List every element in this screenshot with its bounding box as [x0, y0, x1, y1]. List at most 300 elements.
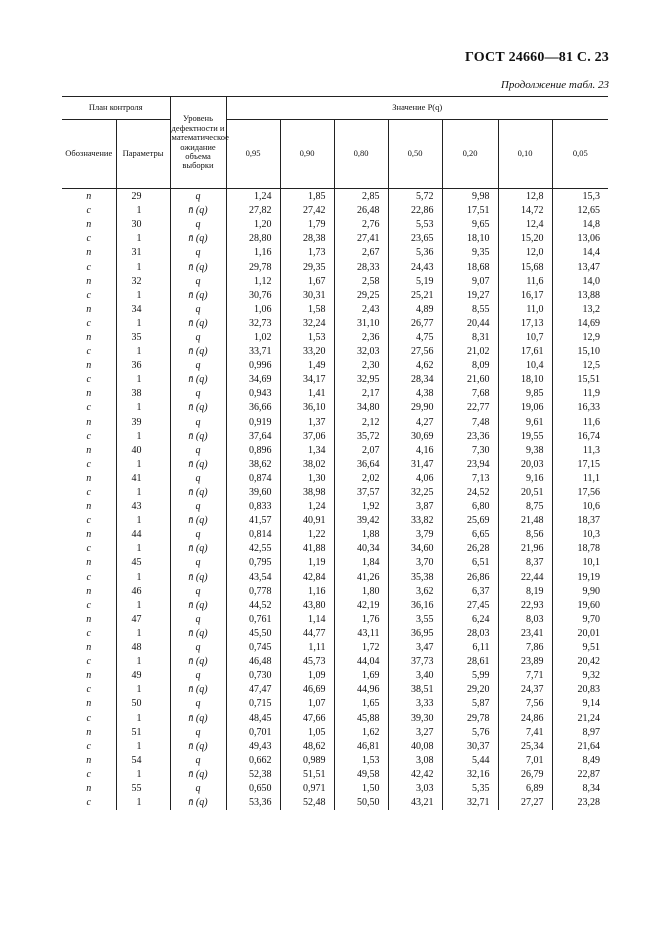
value-cell: 18,78 — [552, 542, 608, 556]
value-cell: 3,27 — [388, 726, 442, 740]
level-cell: n̄ (q) — [170, 486, 226, 500]
params-header: Параметры — [116, 120, 170, 189]
value-cell: 1,88 — [334, 528, 388, 542]
value-cell: 35,38 — [388, 571, 442, 585]
table-row — [62, 246, 608, 260]
value-cell: 22,77 — [442, 401, 498, 415]
designation-cell: n — [86, 388, 92, 400]
value-cell: 7,48 — [442, 416, 498, 430]
param-cell: 1 — [116, 373, 170, 387]
value-cell: 21,02 — [442, 345, 498, 359]
designation-cell: n — [86, 670, 92, 682]
value-cell: 9,14 — [552, 697, 608, 711]
value-cell: 8,31 — [442, 331, 498, 345]
value-cell: 24,37 — [498, 683, 552, 697]
value-cell: 0,874 — [226, 472, 280, 486]
value-cell: 12,9 — [552, 331, 608, 345]
value-cell: 9,32 — [552, 669, 608, 683]
value-cell: 3,08 — [388, 754, 442, 768]
value-cell: 12,5 — [552, 359, 608, 373]
value-cell: 6,80 — [442, 500, 498, 514]
table-row — [62, 373, 608, 387]
value-header: Значение P(q) — [226, 97, 608, 120]
level-cell: q — [170, 585, 226, 599]
value-cell: 12,8 — [498, 189, 552, 205]
value-cell: 32,03 — [334, 345, 388, 359]
value-cell: 44,52 — [226, 599, 280, 613]
value-cell: 5,76 — [442, 726, 498, 740]
value-cell: 17,15 — [552, 458, 608, 472]
value-cell: 5,72 — [388, 189, 442, 205]
value-cell: 39,60 — [226, 486, 280, 500]
value-cell: 26,77 — [388, 317, 442, 331]
designation-cell: c — [86, 374, 91, 386]
table-row — [62, 571, 608, 585]
value-cell: 2,43 — [334, 303, 388, 317]
value-cell: 10,7 — [498, 331, 552, 345]
value-cell: 1,84 — [334, 556, 388, 570]
value-cell: 9,51 — [552, 641, 608, 655]
table-row — [62, 796, 608, 810]
value-cell: 51,51 — [280, 768, 334, 782]
value-cell: 19,06 — [498, 401, 552, 415]
table-row — [62, 599, 608, 613]
value-cell: 27,27 — [498, 796, 552, 810]
value-cell: 25,34 — [498, 740, 552, 754]
value-cell: 41,26 — [334, 571, 388, 585]
value-cell: 8,37 — [498, 556, 552, 570]
level-cell: q — [170, 641, 226, 655]
value-cell: 7,41 — [498, 726, 552, 740]
value-cell: 20,51 — [498, 486, 552, 500]
designation-cell: n — [86, 642, 92, 654]
value-cell: 9,35 — [442, 246, 498, 260]
designation-cell: c — [86, 402, 91, 414]
value-cell: 0,650 — [226, 782, 280, 796]
plan-header: План контроля — [62, 97, 170, 120]
table-row — [62, 683, 608, 697]
value-cell: 10,1 — [552, 556, 608, 570]
designation-cell: n — [86, 472, 92, 484]
value-cell: 3,03 — [388, 782, 442, 796]
value-cell: 9,90 — [552, 585, 608, 599]
value-cell: 1,06 — [226, 303, 280, 317]
table-row — [62, 697, 608, 711]
value-cell: 11,6 — [552, 416, 608, 430]
table-row — [62, 416, 608, 430]
value-cell: 11,0 — [498, 303, 552, 317]
value-cell: 37,73 — [388, 655, 442, 669]
level-cell: q — [170, 359, 226, 373]
param-cell: 1 — [116, 627, 170, 641]
table-row — [62, 204, 608, 218]
designation-cell: c — [86, 684, 91, 696]
level-cell: n̄ (q) — [170, 711, 226, 725]
value-cell: 8,55 — [442, 303, 498, 317]
param-cell: 50 — [116, 697, 170, 711]
value-cell: 46,48 — [226, 655, 280, 669]
designation-cell: c — [86, 740, 91, 752]
param-cell: 55 — [116, 782, 170, 796]
value-cell: 22,87 — [552, 768, 608, 782]
value-cell: 5,19 — [388, 275, 442, 289]
value-cell: 3,79 — [388, 528, 442, 542]
value-cell: 29,25 — [334, 289, 388, 303]
value-cell: 40,34 — [334, 542, 388, 556]
designation-cell: c — [86, 317, 91, 329]
level-cell: q — [170, 387, 226, 401]
table-row — [62, 627, 608, 641]
value-cell: 30,76 — [226, 289, 280, 303]
table-row — [62, 331, 608, 345]
value-cell: 1,07 — [280, 697, 334, 711]
param-cell: 40 — [116, 444, 170, 458]
param-cell: 31 — [116, 246, 170, 260]
designation-cell: c — [86, 768, 91, 780]
designation-cell: n — [86, 613, 92, 625]
level-cell: q — [170, 246, 226, 260]
table-row — [62, 726, 608, 740]
value-cell: 28,61 — [442, 655, 498, 669]
value-cell: 1,09 — [280, 669, 334, 683]
level-cell: q — [170, 416, 226, 430]
value-cell: 22,44 — [498, 571, 552, 585]
page-header: ГОСТ 24660—81 С. 23 — [465, 50, 609, 65]
param-cell: 1 — [116, 740, 170, 754]
level-cell: q — [170, 218, 226, 232]
prob-col-header: 0,50 — [388, 120, 442, 189]
value-cell: 27,41 — [334, 232, 388, 246]
table-row — [62, 613, 608, 627]
designation-cell: c — [86, 289, 91, 301]
value-cell: 32,71 — [442, 796, 498, 810]
value-cell: 45,50 — [226, 627, 280, 641]
value-cell: 3,70 — [388, 556, 442, 570]
value-cell: 0,715 — [226, 697, 280, 711]
level-cell: q — [170, 472, 226, 486]
value-cell: 8,97 — [552, 726, 608, 740]
designation-cell: c — [86, 458, 91, 470]
table-row — [62, 189, 608, 205]
value-cell: 15,20 — [498, 232, 552, 246]
param-cell: 1 — [116, 711, 170, 725]
value-cell: 1,53 — [280, 331, 334, 345]
value-cell: 23,28 — [552, 796, 608, 810]
value-cell: 28,80 — [226, 232, 280, 246]
table-row — [62, 768, 608, 782]
value-cell: 8,19 — [498, 585, 552, 599]
value-cell: 50,50 — [334, 796, 388, 810]
value-cell: 13,88 — [552, 289, 608, 303]
value-cell: 0,761 — [226, 613, 280, 627]
value-cell: 9,65 — [442, 218, 498, 232]
value-cell: 1,11 — [280, 641, 334, 655]
value-cell: 0,795 — [226, 556, 280, 570]
table-row — [62, 472, 608, 486]
prob-col-header: 0,90 — [280, 120, 334, 189]
value-cell: 3,47 — [388, 641, 442, 655]
level-cell: n̄ (q) — [170, 204, 226, 218]
value-cell: 32,16 — [442, 768, 498, 782]
value-cell: 2,17 — [334, 387, 388, 401]
value-cell: 27,42 — [280, 204, 334, 218]
designation-cell: n — [86, 275, 92, 287]
value-cell: 40,91 — [280, 514, 334, 528]
table-row — [62, 754, 608, 768]
value-cell: 17,13 — [498, 317, 552, 331]
table-row — [62, 514, 608, 528]
value-cell: 1,12 — [226, 275, 280, 289]
value-cell: 33,82 — [388, 514, 442, 528]
value-cell: 42,84 — [280, 571, 334, 585]
param-cell: 1 — [116, 430, 170, 444]
value-cell: 10,4 — [498, 359, 552, 373]
value-cell: 32,73 — [226, 317, 280, 331]
value-cell: 9,38 — [498, 444, 552, 458]
value-cell: 1,50 — [334, 782, 388, 796]
table-row — [62, 303, 608, 317]
designation-cell: n — [86, 726, 92, 738]
value-cell: 5,87 — [442, 697, 498, 711]
designation-cell: n — [86, 416, 92, 428]
value-cell: 3,40 — [388, 669, 442, 683]
designation-cell: n — [86, 585, 92, 597]
value-cell: 6,89 — [498, 782, 552, 796]
table-row — [62, 740, 608, 754]
value-cell: 9,61 — [498, 416, 552, 430]
value-cell: 31,47 — [388, 458, 442, 472]
value-cell: 24,86 — [498, 711, 552, 725]
table-row — [62, 289, 608, 303]
level-cell: q — [170, 782, 226, 796]
table-row — [62, 585, 608, 599]
value-cell: 30,31 — [280, 289, 334, 303]
value-cell: 4,38 — [388, 387, 442, 401]
value-cell: 6,37 — [442, 585, 498, 599]
level-cell: n̄ (q) — [170, 796, 226, 810]
value-cell: 29,35 — [280, 260, 334, 274]
value-cell: 18,10 — [442, 232, 498, 246]
value-cell: 28,03 — [442, 627, 498, 641]
designation-cell: c — [86, 571, 91, 583]
table-row — [62, 359, 608, 373]
param-cell: 48 — [116, 641, 170, 655]
value-cell: 0,662 — [226, 754, 280, 768]
prob-col-header: 0,95 — [226, 120, 280, 189]
param-cell: 34 — [116, 303, 170, 317]
value-cell: 1,19 — [280, 556, 334, 570]
designation-cell: c — [86, 543, 91, 555]
level-cell: n̄ (q) — [170, 458, 226, 472]
value-cell: 15,10 — [552, 345, 608, 359]
value-cell: 0,971 — [280, 782, 334, 796]
value-cell: 43,21 — [388, 796, 442, 810]
level-cell: q — [170, 669, 226, 683]
designation-cell: n — [86, 303, 92, 315]
value-cell: 5,99 — [442, 669, 498, 683]
param-cell: 1 — [116, 289, 170, 303]
data-table — [62, 96, 608, 810]
value-cell: 7,56 — [498, 697, 552, 711]
value-cell: 1,53 — [334, 754, 388, 768]
value-cell: 17,61 — [498, 345, 552, 359]
value-cell: 9,85 — [498, 387, 552, 401]
value-cell: 0,896 — [226, 444, 280, 458]
designation-cell: n — [86, 529, 92, 541]
value-cell: 1,49 — [280, 359, 334, 373]
value-cell: 2,67 — [334, 246, 388, 260]
designation-cell: n — [86, 219, 92, 231]
param-cell: 1 — [116, 571, 170, 585]
param-cell: 29 — [116, 189, 170, 205]
value-cell: 38,98 — [280, 486, 334, 500]
value-cell: 1,67 — [280, 275, 334, 289]
value-cell: 36,66 — [226, 401, 280, 415]
value-cell: 36,64 — [334, 458, 388, 472]
value-cell: 10,3 — [552, 528, 608, 542]
value-cell: 14,4 — [552, 246, 608, 260]
value-cell: 0,989 — [280, 754, 334, 768]
param-cell: 38 — [116, 387, 170, 401]
table-row — [62, 528, 608, 542]
value-cell: 5,53 — [388, 218, 442, 232]
level-cell: q — [170, 726, 226, 740]
value-cell: 18,10 — [498, 373, 552, 387]
value-cell: 38,62 — [226, 458, 280, 472]
param-cell: 1 — [116, 599, 170, 613]
value-cell: 0,778 — [226, 585, 280, 599]
value-cell: 1,92 — [334, 500, 388, 514]
value-cell: 26,79 — [498, 768, 552, 782]
value-cell: 18,68 — [442, 260, 498, 274]
param-cell: 36 — [116, 359, 170, 373]
level-cell: q — [170, 754, 226, 768]
designation-cell: n — [86, 782, 92, 794]
table-row — [62, 218, 608, 232]
value-cell: 29,90 — [388, 401, 442, 415]
value-cell: 48,45 — [226, 711, 280, 725]
value-cell: 7,01 — [498, 754, 552, 768]
value-cell: 10,6 — [552, 500, 608, 514]
level-cell: q — [170, 189, 226, 205]
param-cell: 32 — [116, 275, 170, 289]
param-cell: 1 — [116, 486, 170, 500]
value-cell: 1,79 — [280, 218, 334, 232]
level-cell: n̄ (q) — [170, 317, 226, 331]
value-cell: 26,28 — [442, 542, 498, 556]
value-cell: 26,48 — [334, 204, 388, 218]
param-cell: 1 — [116, 542, 170, 556]
value-cell: 49,58 — [334, 768, 388, 782]
value-cell: 44,04 — [334, 655, 388, 669]
value-cell: 1,14 — [280, 613, 334, 627]
value-cell: 38,51 — [388, 683, 442, 697]
value-cell: 15,51 — [552, 373, 608, 387]
param-cell: 1 — [116, 345, 170, 359]
value-cell: 13,47 — [552, 260, 608, 274]
designation-cell: c — [86, 487, 91, 499]
prob-col-header: 0,80 — [334, 120, 388, 189]
value-cell: 3,62 — [388, 585, 442, 599]
prob-col-header: 0,20 — [442, 120, 498, 189]
value-cell: 36,10 — [280, 401, 334, 415]
level-cell: q — [170, 500, 226, 514]
param-cell: 47 — [116, 613, 170, 627]
value-cell: 2,58 — [334, 275, 388, 289]
value-cell: 2,85 — [334, 189, 388, 205]
value-cell: 3,33 — [388, 697, 442, 711]
value-cell: 28,38 — [280, 232, 334, 246]
value-cell: 21,24 — [552, 711, 608, 725]
value-cell: 0,730 — [226, 669, 280, 683]
value-cell: 1,16 — [280, 585, 334, 599]
value-cell: 26,86 — [442, 571, 498, 585]
value-cell: 5,44 — [442, 754, 498, 768]
value-cell: 23,94 — [442, 458, 498, 472]
value-cell: 8,56 — [498, 528, 552, 542]
value-cell: 27,82 — [226, 204, 280, 218]
designation-cell: c — [86, 627, 91, 639]
param-cell: 35 — [116, 331, 170, 345]
value-cell: 23,89 — [498, 655, 552, 669]
designation-cell: c — [86, 346, 91, 358]
value-cell: 1,20 — [226, 218, 280, 232]
table-row — [62, 669, 608, 683]
level-cell: q — [170, 697, 226, 711]
level-cell: n̄ (q) — [170, 260, 226, 274]
value-cell: 18,37 — [552, 514, 608, 528]
value-cell: 23,36 — [442, 430, 498, 444]
level-cell: n̄ (q) — [170, 599, 226, 613]
designation-cell: n — [86, 360, 92, 372]
param-cell: 45 — [116, 556, 170, 570]
level-cell: n̄ (q) — [170, 514, 226, 528]
value-cell: 32,24 — [280, 317, 334, 331]
value-cell: 20,01 — [552, 627, 608, 641]
value-cell: 21,96 — [498, 542, 552, 556]
table-row — [62, 275, 608, 289]
value-cell: 2,02 — [334, 472, 388, 486]
value-cell: 11,9 — [552, 387, 608, 401]
value-cell: 36,95 — [388, 627, 442, 641]
value-cell: 13,2 — [552, 303, 608, 317]
value-cell: 6,11 — [442, 641, 498, 655]
level-cell: n̄ (q) — [170, 430, 226, 444]
designation-cell: c — [86, 712, 91, 724]
value-cell: 1,24 — [226, 189, 280, 205]
param-cell: 46 — [116, 585, 170, 599]
value-cell: 6,24 — [442, 613, 498, 627]
param-cell: 1 — [116, 204, 170, 218]
value-cell: 29,78 — [226, 260, 280, 274]
designation-cell: n — [86, 331, 92, 343]
table-row — [62, 260, 608, 274]
table-row — [62, 655, 608, 669]
table-row — [62, 387, 608, 401]
table-row — [62, 430, 608, 444]
value-cell: 4,89 — [388, 303, 442, 317]
value-cell: 15,3 — [552, 189, 608, 205]
designation-cell: n — [86, 754, 92, 766]
value-cell: 20,42 — [552, 655, 608, 669]
value-cell: 1,85 — [280, 189, 334, 205]
value-cell: 1,30 — [280, 472, 334, 486]
level-cell: q — [170, 613, 226, 627]
value-cell: 37,57 — [334, 486, 388, 500]
value-cell: 20,44 — [442, 317, 498, 331]
table-row — [62, 500, 608, 514]
param-cell: 1 — [116, 683, 170, 697]
